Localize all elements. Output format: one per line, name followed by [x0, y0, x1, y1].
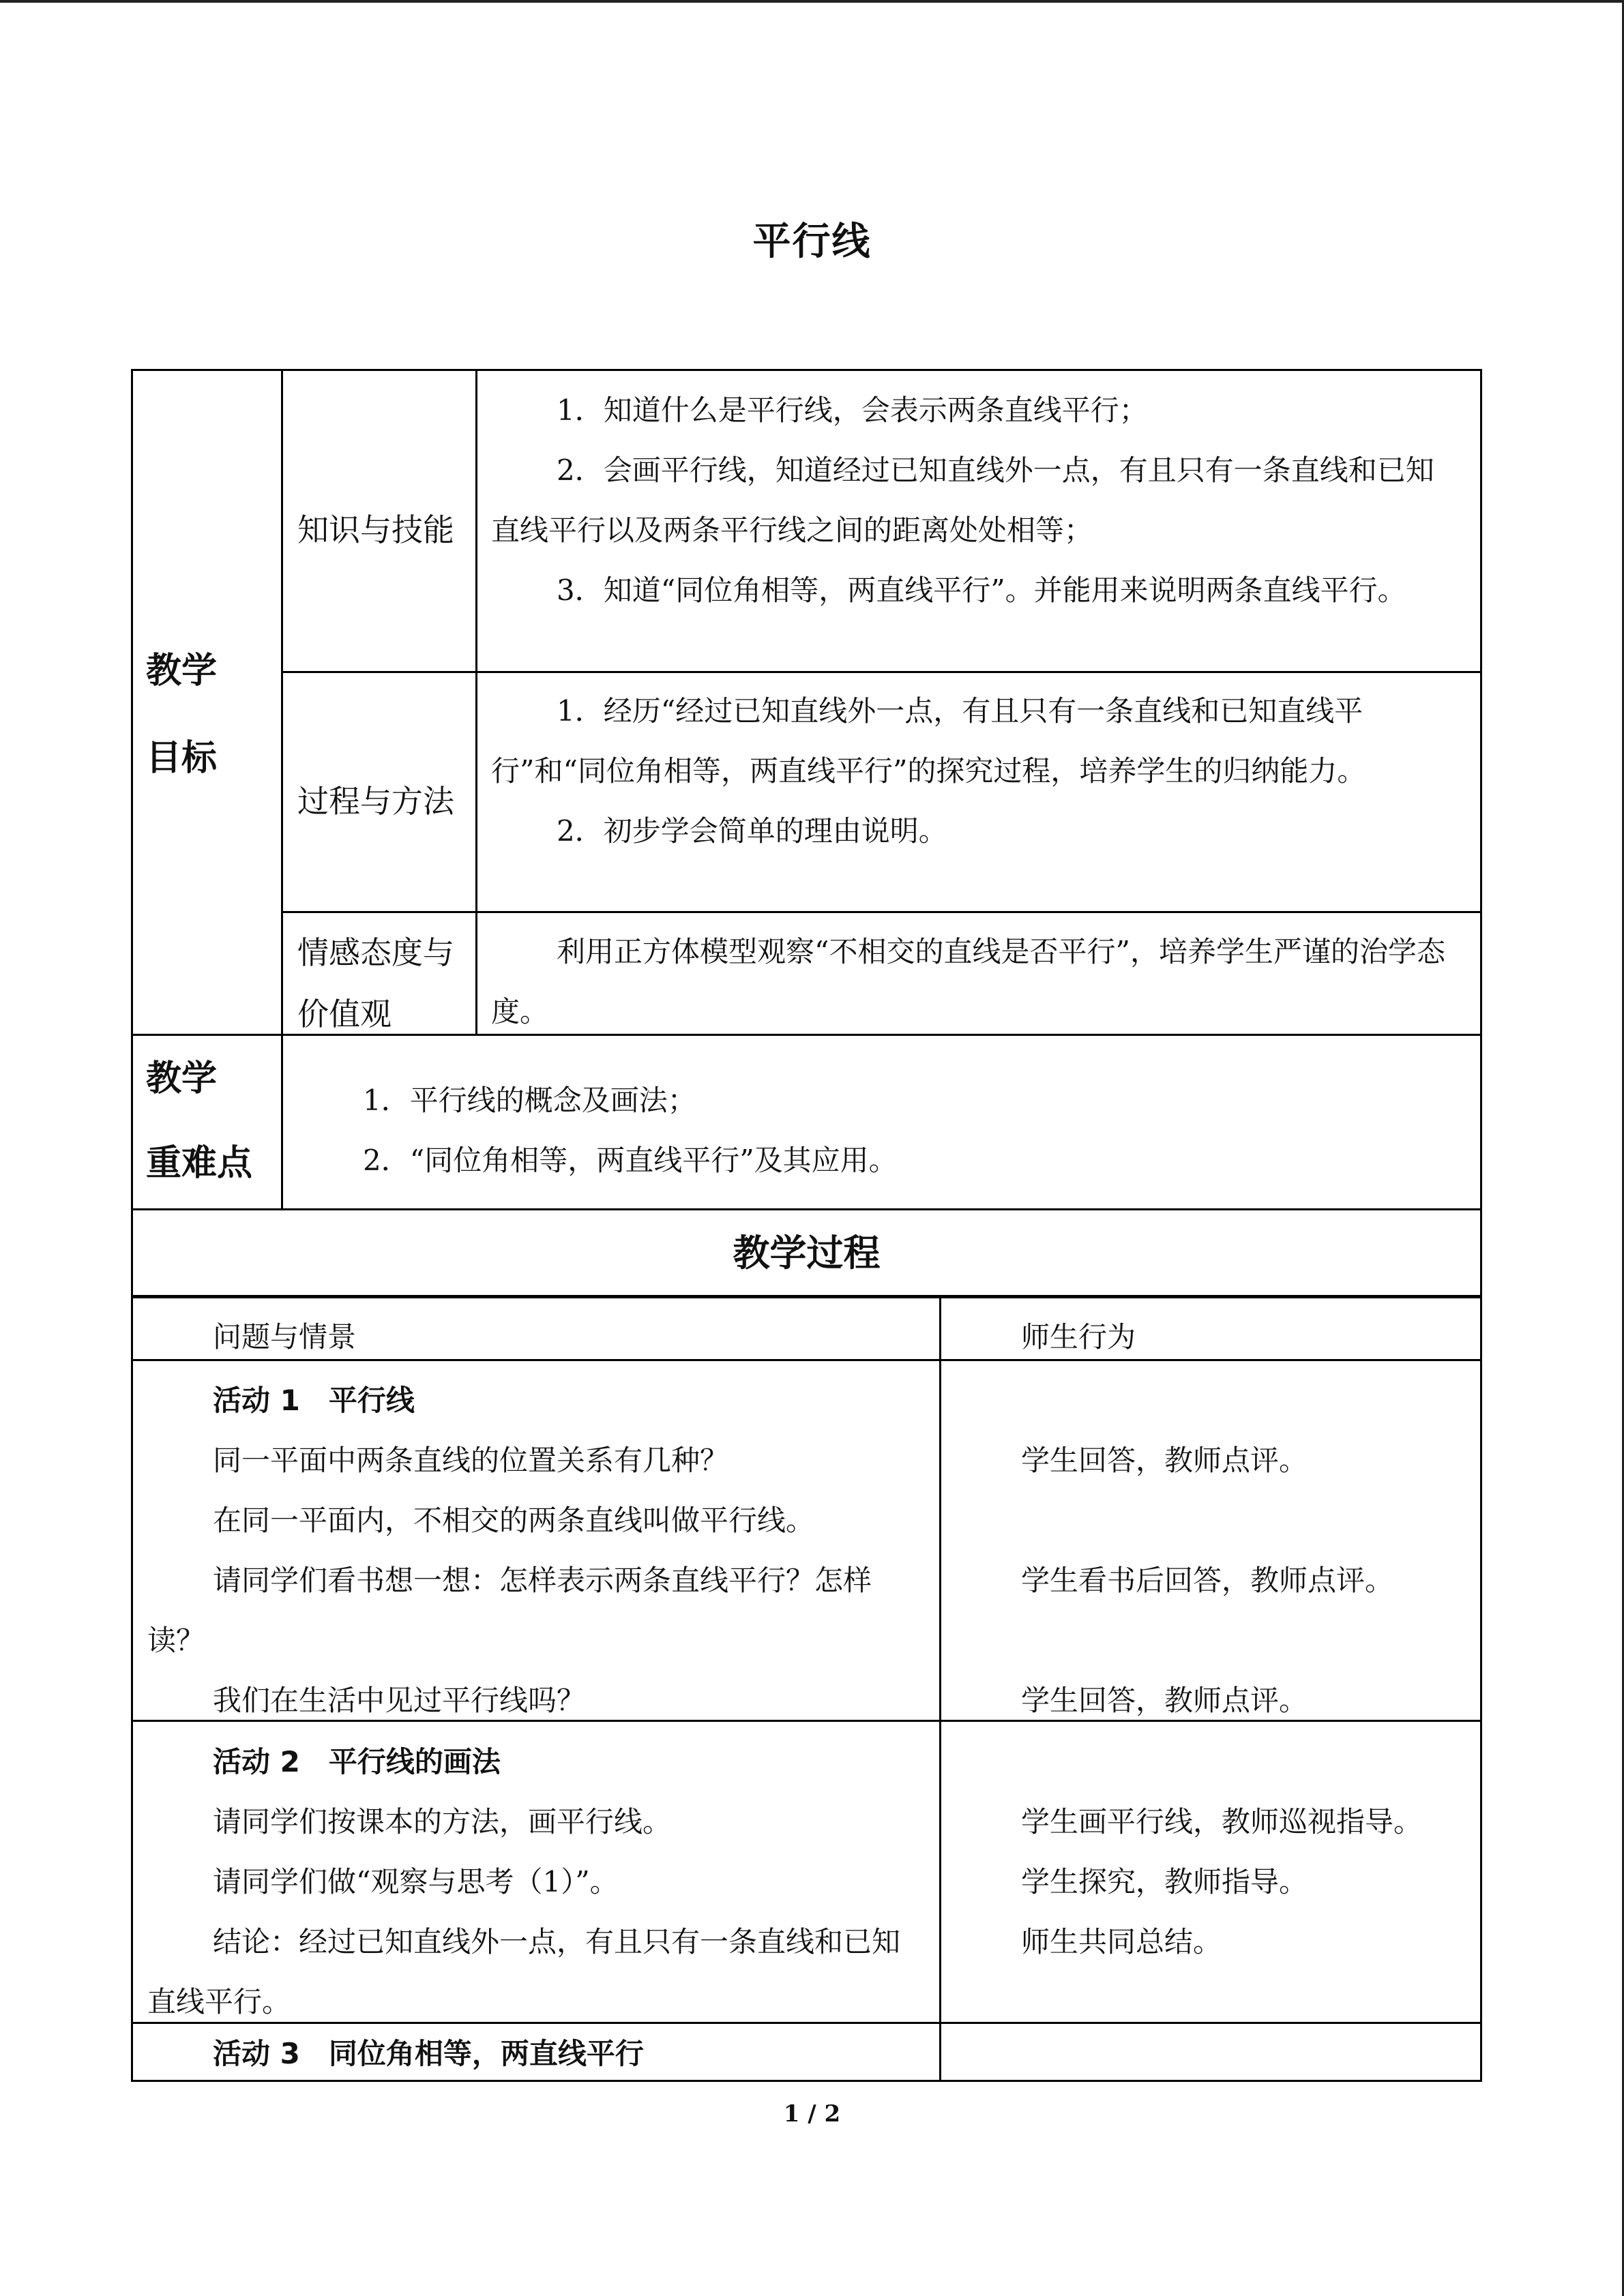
activity2-response: 学生画平行线，教师巡视指导。	[1021, 1805, 1423, 1838]
keypoint-item: 1．平行线的概念及画法；	[363, 1084, 696, 1117]
activity1-title: 活动 1 平行线	[213, 1384, 415, 1417]
objective-item: 3．知道“同位角相等，两直线平行”。并能用来说明两条直线平行。	[557, 573, 1406, 607]
activity2-responses	[956, 1792, 1453, 1972]
activity-line: 请同学们按课本的方法，画平行线。	[213, 1805, 672, 1838]
objective-item: 2．会画平行线，知道经过已知直线外一点，有且只有一条直线和已知直线平行以及两条平行线之间的距离处处相等；	[491, 453, 1434, 547]
objective-item: 利用正方体模型观察“不相交的直线是否平行”，培养学生严谨的治学态度。	[491, 935, 1445, 1028]
activity2-title: 活动 2 平行线的画法	[213, 1745, 501, 1778]
top-border	[0, 0, 1624, 3]
keypoints-label: 教学 重难点	[146, 1058, 253, 1184]
attitude-values-content	[491, 922, 1460, 1042]
activity2-response: 学生探究，教师指导。	[1021, 1865, 1308, 1898]
objective-item: 2．初步学会简单的理由说明。	[557, 814, 947, 848]
activity3-title: 活动 3 同位角相等，两直线平行	[213, 2037, 644, 2070]
activity1-response: 学生看书后回答，教师点评。	[1021, 1564, 1394, 1597]
activity1-content	[147, 1371, 925, 1731]
page-title: 平行线	[752, 220, 872, 264]
process-heading: 教学过程	[733, 1232, 881, 1274]
activity2-content	[147, 1732, 925, 2032]
activity1-response: 学生回答，教师点评。	[1021, 1684, 1308, 1717]
keypoints-content	[297, 1071, 1457, 1191]
process-method-label: 过程与方法	[297, 783, 454, 820]
objective-item: 1．知道什么是平行线，会表示两条直线平行；	[557, 393, 1148, 427]
keypoint-item: 2．“同位角相等，两直线平行”及其应用。	[363, 1144, 898, 1177]
activity1-response: 学生回答，教师点评。	[1021, 1444, 1308, 1477]
knowledge-skills-content	[491, 381, 1460, 621]
knowledge-skills-label: 知识与技能	[297, 511, 454, 548]
activity-line: 在同一平面内，不相交的两条直线叫做平行线。	[213, 1504, 815, 1537]
activity-line: 我们在生活中见过平行线吗？	[213, 1684, 586, 1717]
activity-line: 结论：经过已知直线外一点，有且只有一条直线和已知直线平行。	[147, 1925, 901, 2018]
activity-line: 同一平面中两条直线的位置关系有几种？	[213, 1444, 729, 1477]
col-header-right: 师生行为	[1021, 1320, 1136, 1354]
process-method-content	[491, 681, 1460, 861]
objective-item: 1．经历“经过已知直线外一点，有且只有一条直线和已知直线平行”和“同位角相等，两直线平行”的探究过程，培养学生的归纳能力。	[491, 694, 1366, 788]
activity2-response: 师生共同总结。	[1021, 1925, 1222, 1958]
activity-line: 请同学们看书想一想：怎样表示两条直线平行？怎样读？	[147, 1564, 872, 1657]
activity-line: 请同学们做“观察与思考（1）”。	[213, 1865, 619, 1898]
attitude-values-label: 情感态度与 价值观	[297, 934, 454, 1032]
page-number: 1 / 2	[783, 2100, 841, 2128]
col-header-left: 问题与情景	[213, 1320, 357, 1354]
objectives-label: 教学 目标	[146, 651, 218, 779]
